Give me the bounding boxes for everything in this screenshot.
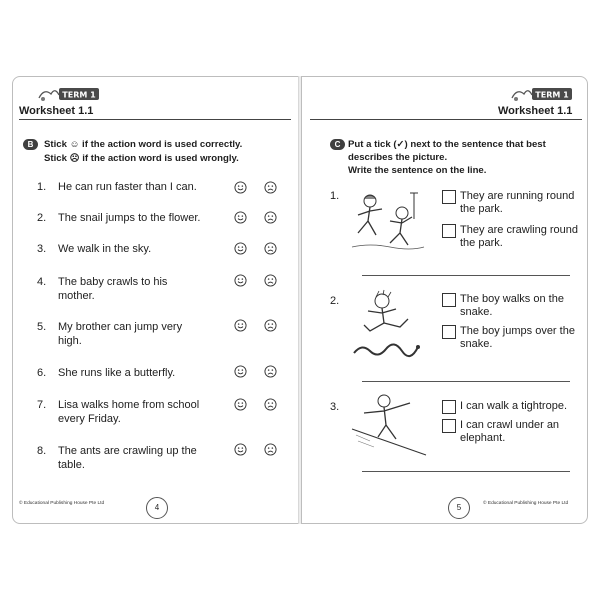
instruction-line-1: Stick ☺ if the action word is used correctly. [44, 139, 243, 150]
instruction-line-1: Put a tick (✓) next to the sentence that best [348, 139, 546, 150]
instruction-line-2: describes the picture. [348, 152, 448, 163]
item-number: 8. [37, 445, 47, 457]
item-number: 4. [37, 276, 47, 288]
tick-box[interactable] [442, 224, 456, 238]
sad-face-icon [264, 181, 277, 194]
item-text: The ants are crawling up the table. [58, 445, 197, 471]
item-number: 7. [37, 399, 47, 411]
item-number: 3. [37, 243, 47, 255]
worksheet-title: Worksheet 1.1 [19, 105, 94, 117]
tick-box[interactable] [442, 419, 456, 433]
item-text: She runs like a butterfly. [58, 367, 176, 379]
item-number: 2. [37, 212, 47, 224]
sad-face-icon [264, 443, 277, 456]
answer-line[interactable] [362, 275, 570, 276]
item-text: He can run faster than I can. [58, 181, 197, 193]
item-text: The snail jumps to the flower. [58, 212, 201, 224]
smiley-face-icon [234, 365, 247, 378]
left-page [12, 76, 299, 524]
item-number: 5. [37, 321, 47, 333]
section-badge: B [23, 139, 38, 150]
question-number: 1. [330, 190, 340, 202]
option-text: They are running round the park. [460, 190, 575, 215]
sad-face-icon [264, 365, 277, 378]
option-text: The boy jumps over the snake. [460, 325, 575, 350]
answer-line[interactable] [362, 381, 570, 382]
question-number: 3. [330, 401, 340, 413]
workbook-spread [12, 76, 588, 524]
sad-face-icon [264, 398, 277, 411]
term-logo-text: TERM 1 [535, 90, 569, 100]
tick-box[interactable] [442, 325, 456, 339]
header-rule [310, 119, 582, 120]
smiley-face-icon [234, 319, 247, 332]
item-number: 1. [37, 181, 47, 193]
boy-jumping-snake-illustration [350, 289, 428, 359]
copyright-footer: © Educational Publishing House Pte Ltd [19, 501, 105, 506]
section-badge: C [330, 139, 345, 150]
sad-face-icon [264, 319, 277, 332]
option-text: I can crawl under an elephant. [460, 419, 560, 444]
smiley-face-icon [234, 274, 247, 287]
smiley-face-icon [234, 242, 247, 255]
option-text: I can walk a tightrope. [460, 400, 568, 412]
option-text: The boy walks on the snake. [460, 293, 564, 318]
boy-tightrope-illustration [350, 389, 428, 457]
sad-face-icon [264, 274, 277, 287]
tick-box[interactable] [442, 400, 456, 414]
tick-box[interactable] [442, 190, 456, 204]
item-text: Lisa walks home from school every Friday. [58, 399, 200, 425]
term-logo-icon [510, 85, 574, 103]
page-number: 4 [146, 497, 168, 519]
sad-face-icon [264, 211, 277, 224]
smiley-face-icon [234, 181, 247, 194]
item-number: 6. [37, 367, 47, 379]
smiley-face-icon [234, 398, 247, 411]
smiley-face-icon [234, 443, 247, 456]
term-logo-icon [37, 85, 101, 103]
item-text: My brother can jump very high. [58, 321, 183, 347]
right-page [301, 76, 588, 524]
question-number: 2. [330, 295, 340, 307]
instruction-line-3: Write the sentence on the line. [348, 165, 487, 176]
sad-face-icon [264, 242, 277, 255]
header-rule [19, 119, 291, 120]
page-number: 5 [448, 497, 470, 519]
item-text: We walk in the sky. [58, 243, 152, 255]
copyright-footer: © Educational Publishing House Pte Ltd [483, 501, 569, 506]
option-text: They are crawling round the park. [460, 224, 579, 249]
tick-box[interactable] [442, 293, 456, 307]
term-logo-text: TERM 1 [62, 90, 96, 100]
worksheet-title: Worksheet 1.1 [498, 105, 573, 117]
children-running-illustration [350, 189, 425, 251]
instruction-line-2: Stick ☹ if the action word is used wrongly. [44, 153, 239, 164]
smiley-face-icon [234, 211, 247, 224]
answer-line[interactable] [362, 471, 570, 472]
item-text: The baby crawls to his mother. [58, 276, 168, 302]
